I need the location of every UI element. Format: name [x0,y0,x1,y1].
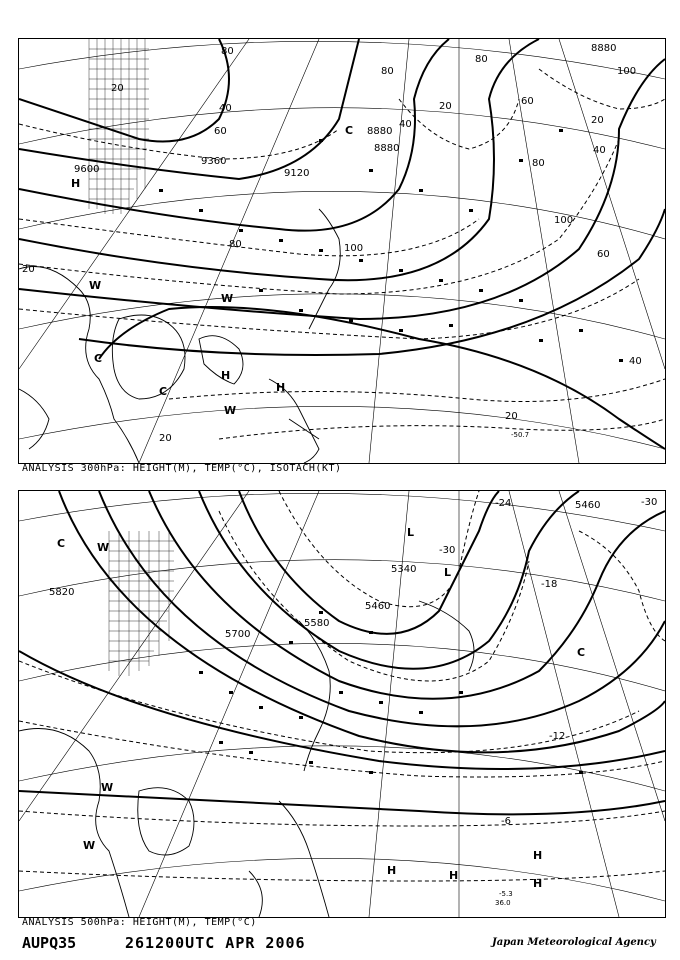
coastlines [19,209,340,463]
isotach-label: 20 [439,101,452,112]
cold-mark: C [577,646,586,659]
isotach-label: 20 [505,411,518,422]
graticule [19,491,665,917]
caption-500hpa: ANALYSIS 500hPa: HEIGHT(M), TEMP(°C) [22,917,257,928]
isotach-label: 20 [591,115,604,126]
isotherm-label: -24 [495,498,512,509]
bulletin-code: AUPQ35 [22,934,77,952]
chart-500hpa [18,490,666,918]
contour-label: 5460 [365,601,391,612]
isotherms [19,69,665,439]
isotherm-label: -30 [439,545,456,556]
isotach-label: 60 [214,126,227,137]
contour-label: 9600 [74,164,100,175]
isotach-label: 60 [597,249,610,260]
low-mark: L [407,526,415,539]
isotach-label: 100 [344,243,364,254]
isotach-label: 80 [221,46,234,57]
high-mark: H [387,864,397,877]
station-value: 36.0 [495,899,511,907]
station-value: -5.3 [499,890,513,898]
cold-mark: C [345,124,354,137]
isotach-label: 100 [617,66,637,77]
contour-label: 8880 [591,43,617,54]
isotach-label: 40 [629,356,642,367]
warm-mark: W [221,292,234,305]
warm-mark: W [89,279,102,292]
isotherm-label: -12 [549,731,566,742]
isotach-label: 80 [532,158,545,169]
map-500hpa [19,491,665,917]
caption-300hpa: ANALYSIS 300hPa: HEIGHT(M), TEMP(°C), ISOTACH(KT) [22,463,342,474]
height-contours [19,39,665,449]
isotach-label: 20 [159,433,172,444]
high-mark: H [71,177,81,190]
low-mark: L [444,566,452,579]
map-300hpa [19,39,665,463]
warm-mark: W [97,541,110,554]
contour-label: 8880 [367,126,393,137]
cold-mark: C [57,537,66,550]
contour-label: 5580 [304,618,330,629]
isotherm-label: -18 [541,579,558,590]
isotach-label: 80 [381,66,394,77]
contour-label: 5700 [225,629,251,640]
coastlines [19,601,474,917]
contour-label: 8880 [374,143,400,154]
isotach-label: 60 [521,96,534,107]
agency-name: Japan Meteorological Agency [492,937,656,948]
high-mark: H [276,381,286,394]
warm-mark: W [101,781,114,794]
isotach-label: 80 [229,239,242,250]
isotherm-label: -6 [501,816,511,827]
isotach-label: 20 [111,83,124,94]
chart-300hpa [18,38,666,464]
contour-label: 5820 [49,587,75,598]
warm-mark: W [224,404,237,417]
isotach-label: 40 [219,103,232,114]
warm-mark: W [83,839,96,852]
contour-label: 5460 [575,500,601,511]
cold-mark: C [159,385,168,398]
high-mark: H [533,849,543,862]
isotach-label: 20 [22,264,35,275]
cold-mark: C [94,352,103,365]
isotach-label: 40 [399,119,412,130]
isotach-label: 80 [475,54,488,65]
isotach-label: 100 [554,215,574,226]
valid-time: 261200UTC APR 2006 [125,934,306,952]
high-mark: H [221,369,231,382]
high-mark: H [533,877,543,890]
isotach-hatch [89,39,149,214]
isotherm-label: -30 [641,497,658,508]
contour-label: 9360 [201,156,227,167]
height-contours [19,491,665,814]
contour-label: 9120 [284,168,310,179]
contour-label: 5340 [391,564,417,575]
isotherms [19,491,665,881]
station-value: -50.7 [511,431,530,439]
isotach-label: 40 [593,145,606,156]
high-mark: H [449,869,459,882]
